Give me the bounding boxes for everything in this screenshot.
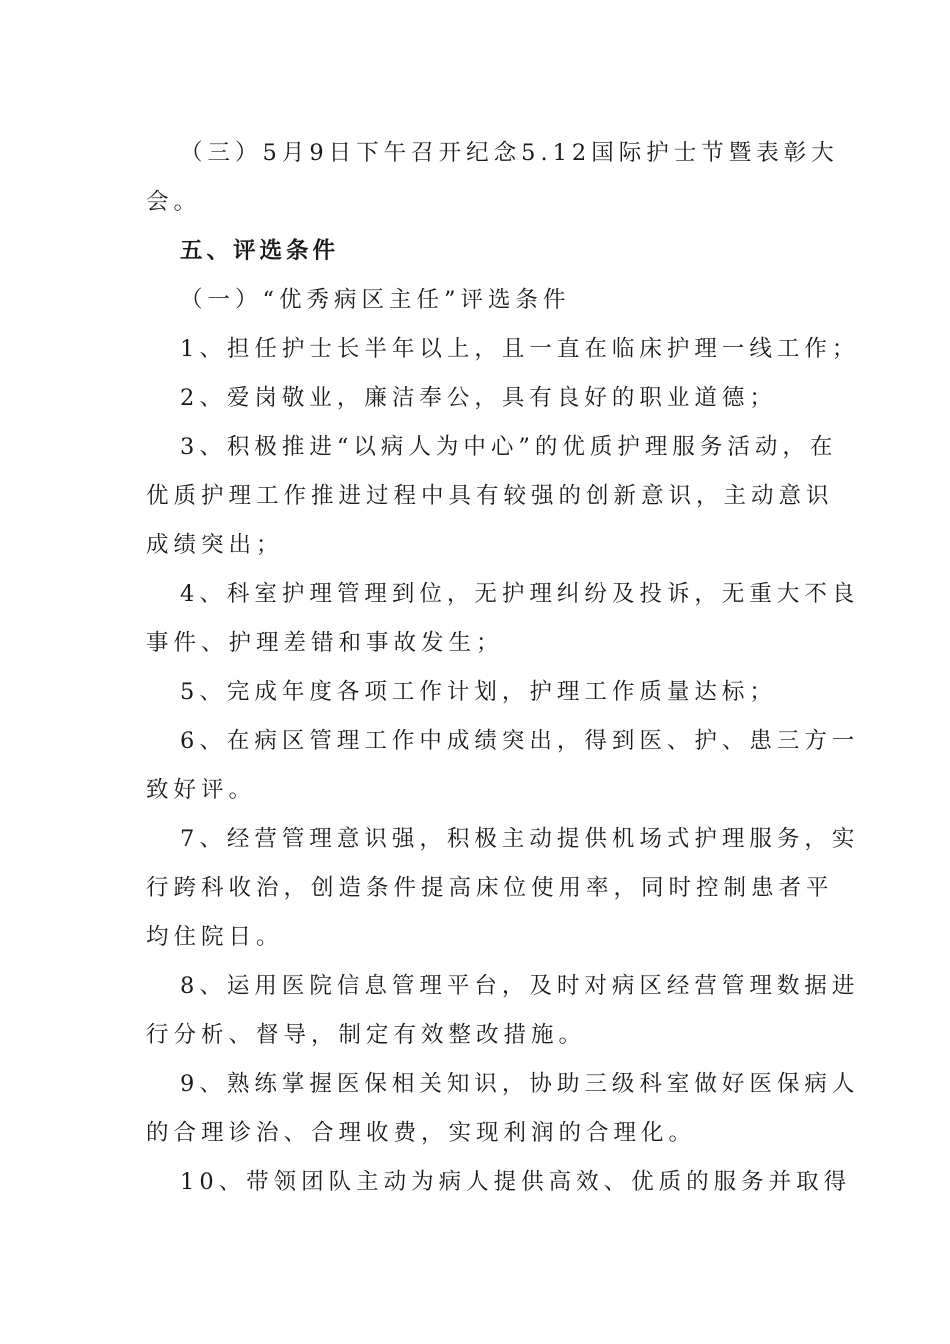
item-8-line2: 行分析、督导，制定有效整改措施。 [146,1022,587,1048]
item-3-line2: 优质护理工作推进过程中具有较强的创新意识，主动意识 [146,483,834,509]
document-body [146,129,860,1207]
subheading: （一）“优秀病区主任”评选条件 [180,287,571,313]
item-9-line2: 的合理诊治、合理收费，实现利润的合理化。 [146,1120,697,1146]
item-3-line3: 成绩突出； [146,532,284,558]
item-6-line1: 6、在病区管理工作中成绩突出，得到医、护、患三方一 [180,728,860,754]
item-10-line1: 10、带领团队主动为病人提供高效、优质的服务并取得 [180,1169,852,1195]
item-4-line1: 4、科室护理管理到位，无护理纠纷及投诉，无重大不良 [180,581,860,607]
item-5-line1: 5、完成年度各项工作计划，护理工作质量达标； [180,679,777,705]
item-7-line1: 7、经营管理意识强，积极主动提供机场式护理服务，实 [180,826,860,852]
item-3-line1: 3、积极推进“以病人为中心”的优质护理服务活动，在 [180,434,838,460]
item-4-line2: 事件、护理差错和事故发生； [146,630,504,656]
item-6-line2: 致好评。 [146,777,257,803]
item-7-line2: 行跨科收治，创造条件提高床位使用率，同时控制患者平 [146,875,834,901]
section3-line1: （三）5月9日下午召开纪念5.12国际护士节暨表彰大 [180,140,839,166]
item-2-line1: 2、爱岗敬业，廉洁奉公，具有良好的职业道德； [180,385,777,411]
section-heading: 五、评选条件 [180,238,340,264]
item-1-line1: 1、担任护士长半年以上，且一直在临床护理一线工作； [180,336,860,362]
item-9-line1: 9、熟练掌握医保相关知识，协助三级科室做好医保病人 [180,1071,860,1097]
item-8-line1: 8、运用医院信息管理平台，及时对病区经营管理数据进 [180,973,860,999]
item-7-line3: 均住院日。 [146,924,284,950]
section3-line2: 会。 [146,189,202,215]
